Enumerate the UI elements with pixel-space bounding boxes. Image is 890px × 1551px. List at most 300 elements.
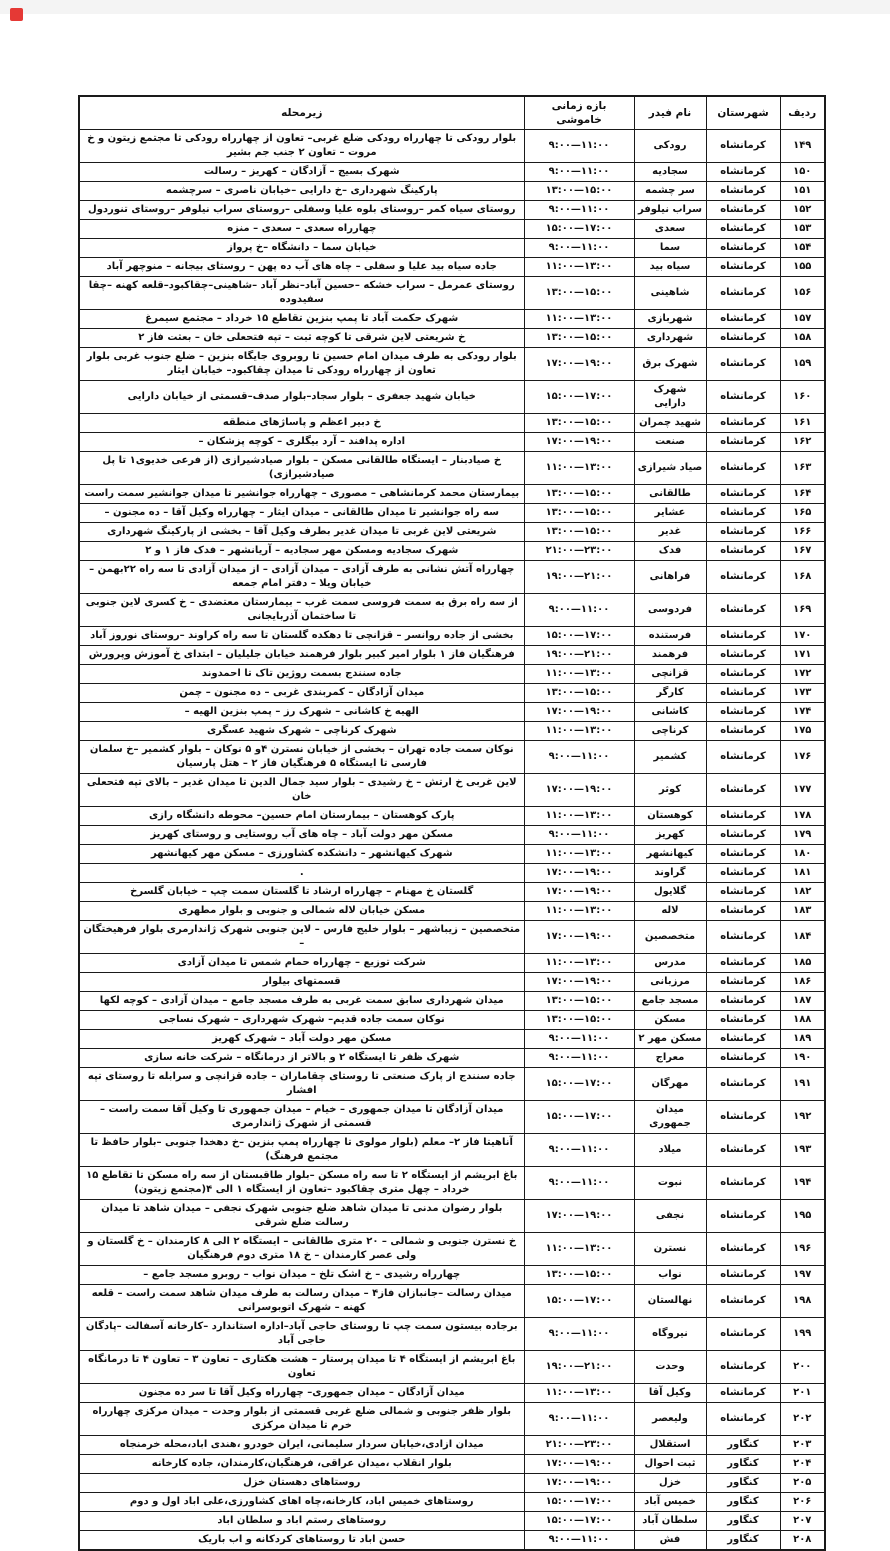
cell-feeder: سعدی xyxy=(634,220,706,239)
cell-time xyxy=(524,130,634,163)
cell-row: ۱۶۱ xyxy=(780,414,825,433)
cell-time xyxy=(524,665,634,684)
table-row xyxy=(79,310,825,329)
cell-area: اداره پدافند – آرد بیگلری – کوچه پزشکان – xyxy=(79,433,524,452)
cell-area: میدان آزادگان – کمربندی غربی – ده مجنون – چمن xyxy=(79,684,524,703)
table-row xyxy=(79,1266,825,1285)
cell-area: خ صیادبنار – ایستگاه طالقانی مسکن – بلوار صیادشیرازی (از فرعی خدیوی۱ تا پل صیادشیرازی) xyxy=(79,452,524,485)
cell-feeder: نجفی xyxy=(634,1200,706,1233)
cell-feeder: مرزبانی xyxy=(634,973,706,992)
outage-time-value: ۱۱:۰۰—۱۳:۰۰ xyxy=(545,957,613,968)
cell-area: چهارراه آتش نشانی به طرف آزادی – میدان آزادی – از میدان آزادی تا سه راه ۲۲بهمن – خیابان ویلا – دفتر امام جمعه xyxy=(79,561,524,594)
cell-row: ۲۰۵ xyxy=(780,1474,825,1493)
cell-time xyxy=(524,485,634,504)
table-row xyxy=(79,220,825,239)
cell-time xyxy=(524,239,634,258)
cell-county: کرمانشاه xyxy=(706,921,780,954)
cell-feeder: کوهستان xyxy=(634,807,706,826)
cell-time xyxy=(524,182,634,201)
cell-area: جاده سیاه بید علیا و سفلی – چاه های آب ده پهن – روستای بیجانه – منوچهر آباد xyxy=(79,258,524,277)
cell-feeder: خزل xyxy=(634,1474,706,1493)
cell-area: بلوار رودکی به طرف میدان امام حسین تا روبروی جایگاه بنزین – ضلع جنوب غربی بلوار تعاون از چهارراه رودکی تا میدان چقاکبود– خیابان ایثار xyxy=(79,348,524,381)
table-row xyxy=(79,542,825,561)
outage-time-value: ۹:۰۰—۱۱:۰۰ xyxy=(548,604,610,615)
cell-county: کرمانشاه xyxy=(706,665,780,684)
cell-area: نوکان سمت جاده تهران – بخشی از خیابان نسترن ۴و ۵ نوکان – بلوار کشمیر –خ سلمان فارسی تا ایستگاه ۵ فرهنگیان فاز ۲ – هتل پارسیان xyxy=(79,741,524,774)
cell-feeder: رودکی xyxy=(634,130,706,163)
cell-row: ۲۰۳ xyxy=(780,1436,825,1455)
cell-row: ۱۵۳ xyxy=(780,220,825,239)
cell-row: ۲۰۷ xyxy=(780,1512,825,1531)
cell-row: ۲۰۶ xyxy=(780,1493,825,1512)
outage-time-value: ۱۹:۰۰—۲۱:۰۰ xyxy=(545,649,613,660)
cell-time xyxy=(524,310,634,329)
table-row xyxy=(79,741,825,774)
cell-area: . xyxy=(79,864,524,883)
cell-time xyxy=(524,864,634,883)
table-row xyxy=(79,561,825,594)
table-row xyxy=(79,973,825,992)
cell-time xyxy=(524,1200,634,1233)
cell-area: روستای عمرمل – سراب خشکه –حسین آباد–نظر آباد –شاهینی–چقاکبود–قلعه کهنه –چقا سفیدوده xyxy=(79,277,524,310)
outage-time-value: ۱۷:۰۰—۱۹:۰۰ xyxy=(545,784,613,795)
cell-row: ۱۶۷ xyxy=(780,542,825,561)
table-row xyxy=(79,504,825,523)
cell-time xyxy=(524,722,634,741)
outage-time-value: ۱۷:۰۰—۱۹:۰۰ xyxy=(545,1477,613,1488)
cell-row: ۱۷۵ xyxy=(780,722,825,741)
cell-row: ۱۵۱ xyxy=(780,182,825,201)
cell-county: کرمانشاه xyxy=(706,452,780,485)
table-row xyxy=(79,163,825,182)
cell-area: خ شریعتی لاین شرقی تا کوچه ثبت – تپه فتحعلی خان – بعثت فاز ۲ xyxy=(79,329,524,348)
cell-time xyxy=(524,646,634,665)
red-marker-icon xyxy=(10,8,23,21)
cell-county: کرمانشاه xyxy=(706,703,780,722)
cell-county: کرمانشاه xyxy=(706,973,780,992)
cell-time xyxy=(524,504,634,523)
cell-county: کنگاور xyxy=(706,1531,780,1551)
cell-time xyxy=(524,163,634,182)
cell-county: کرمانشاه xyxy=(706,381,780,414)
cell-area: خ دبیر اعظم و پاساژهای منطقه xyxy=(79,414,524,433)
outage-time-value: ۹:۰۰—۱۱:۰۰ xyxy=(548,1328,610,1339)
table-row xyxy=(79,1101,825,1134)
cell-row: ۱۷۴ xyxy=(780,703,825,722)
cell-time xyxy=(524,1134,634,1167)
cell-feeder: قزانچی xyxy=(634,665,706,684)
cell-feeder: مهرگان xyxy=(634,1068,706,1101)
cell-time xyxy=(524,1030,634,1049)
cell-county: کرمانشاه xyxy=(706,1134,780,1167)
cell-area: شریعتی لاین غربی تا میدان غدیر بطرف وکیل آقا – بخشی از پارکینگ شهرداری xyxy=(79,523,524,542)
cell-time xyxy=(524,1474,634,1493)
cell-area: شهرک کیهانشهر – دانشکده کشاورزی – مسکن مهر کیهانشهر xyxy=(79,845,524,864)
cell-area: شهرک حکمت آباد تا پمپ بنزین تقاطع ۱۵ خرداد – مجتمع سیمرغ xyxy=(79,310,524,329)
outage-time-value: ۱۱:۰۰—۱۳:۰۰ xyxy=(545,462,613,473)
table-row xyxy=(79,239,825,258)
cell-feeder: فراهانی xyxy=(634,561,706,594)
cell-area: مسکن مهر دولت آباد – چاه های آب روستایی و روستای کهریز xyxy=(79,826,524,845)
table-row xyxy=(79,1493,825,1512)
cell-time xyxy=(524,826,634,845)
table-row xyxy=(79,1351,825,1384)
outage-time-value: ۱۱:۰۰—۱۳:۰۰ xyxy=(545,725,613,736)
cell-feeder: شهربازی xyxy=(634,310,706,329)
cell-area: نوکان سمت جاده قدیم– شهرک شهرداری – شهرک نساجی xyxy=(79,1011,524,1030)
cell-county: کرمانشاه xyxy=(706,722,780,741)
cell-time xyxy=(524,381,634,414)
cell-time xyxy=(524,1233,634,1266)
cell-area: بلوار ظفر جنوبی و شمالی ضلع غربی قسمتی از بلوار وحدت – میدان مرکزی چهارراه خرم تا میدان مرکزی xyxy=(79,1403,524,1436)
cell-feeder: مدرس xyxy=(634,954,706,973)
cell-county: کرمانشاه xyxy=(706,485,780,504)
cell-time xyxy=(524,452,634,485)
cell-county: کرمانشاه xyxy=(706,594,780,627)
cell-row: ۱۴۹ xyxy=(780,130,825,163)
cell-feeder: شهید چمران xyxy=(634,414,706,433)
cell-area: الهیه خ کاشانی – شهرک رز – پمپ بنزین الهیه – xyxy=(79,703,524,722)
outage-time-value: ۱۱:۰۰—۱۳:۰۰ xyxy=(545,313,613,324)
outage-time-value: ۱۳:۰۰—۱۵:۰۰ xyxy=(545,1014,613,1025)
cell-area: میدان آزادگان – میدان جمهوری– چهارراه وکیل آقا تا سر ده مجنون xyxy=(79,1384,524,1403)
table-row xyxy=(79,348,825,381)
cell-row: ۱۸۷ xyxy=(780,992,825,1011)
cell-area: روستاهای خمیس اباد، کارخانه،چاه اهای کشاورزی،علی اباد اول و دوم xyxy=(79,1493,524,1512)
cell-county: کرمانشاه xyxy=(706,1233,780,1266)
cell-time xyxy=(524,1403,634,1436)
cell-row: ۱۶۸ xyxy=(780,561,825,594)
table-row xyxy=(79,722,825,741)
cell-time xyxy=(524,1384,634,1403)
table-row xyxy=(79,883,825,902)
cell-time xyxy=(524,201,634,220)
table-row xyxy=(79,845,825,864)
cell-row: ۱۹۱ xyxy=(780,1068,825,1101)
outage-time-value: ۱۵:۰۰—۱۷:۰۰ xyxy=(545,630,613,641)
cell-time xyxy=(524,1266,634,1285)
table-row xyxy=(79,627,825,646)
outage-time-value: ۱۵:۰۰—۱۷:۰۰ xyxy=(545,223,613,234)
cell-county: کرمانشاه xyxy=(706,774,780,807)
table-row xyxy=(79,182,825,201)
cell-row: ۱۵۹ xyxy=(780,348,825,381)
table-row xyxy=(79,774,825,807)
cell-time xyxy=(524,627,634,646)
cell-area: حسن اباد تا روستاهای کردکانه و اب باریک xyxy=(79,1531,524,1551)
table-row xyxy=(79,992,825,1011)
cell-county: کرمانشاه xyxy=(706,1101,780,1134)
cell-feeder: فردوسی xyxy=(634,594,706,627)
cell-row: ۱۹۳ xyxy=(780,1134,825,1167)
cell-county: کرمانشاه xyxy=(706,542,780,561)
cell-time xyxy=(524,1512,634,1531)
cell-feeder: صیاد شیرازی xyxy=(634,452,706,485)
cell-county: کرمانشاه xyxy=(706,627,780,646)
cell-time xyxy=(524,774,634,807)
cell-area: باغ ابریشم از ایستگاه ۲ تا سه راه مسکن –بلوار طاقبستان از سه راه مسکن تا تقاطع ۱۵ خرداد – چهل متری چقاکبود –تعاون از ایستگاه ۱ الی ۴(مجتمع زیتون) xyxy=(79,1167,524,1200)
cell-feeder: لاله xyxy=(634,902,706,921)
header-row xyxy=(79,96,825,130)
cell-area: میدان ازادی،خیابان سردار سلیمانی، ایران خودرو ،هندی اباد،محله خرمنجاه xyxy=(79,1436,524,1455)
cell-area: جاده سنندج از پارک صنعتی تا روستای چقاماران – جاده قزانچی و سرابله تا روستای تپه افشار xyxy=(79,1068,524,1101)
cell-feeder: کرناچی xyxy=(634,722,706,741)
table-row xyxy=(79,1285,825,1318)
cell-county: کرمانشاه xyxy=(706,684,780,703)
cell-area: سه راه جوانشیر تا میدان طالقانی – میدان ایثار – چهارراه وکیل آقا – ده مجنون – xyxy=(79,504,524,523)
cell-county: کرمانشاه xyxy=(706,1403,780,1436)
cell-area: برجاده بیستون سمت چپ تا روستای حاجی آباد–اداره استاندارد –کارخانه آسفالت –پادگان حاجی آباد xyxy=(79,1318,524,1351)
cell-feeder: مسکن مهر ۲ xyxy=(634,1030,706,1049)
cell-row: ۱۷۳ xyxy=(780,684,825,703)
cell-row: ۱۸۱ xyxy=(780,864,825,883)
cell-feeder: فش xyxy=(634,1531,706,1551)
cell-area: آناهیتا فاز ۲– معلم (بلوار مولوی تا چهارراه پمپ بنزین –خ دهخدا جنوبی –بلوار حافظ تا مجتمع فرهنگ) xyxy=(79,1134,524,1167)
cell-feeder: معراج xyxy=(634,1049,706,1068)
cell-county: کرمانشاه xyxy=(706,1266,780,1285)
outage-time-value: ۱۳:۰۰—۱۵:۰۰ xyxy=(545,488,613,499)
cell-county: کرمانشاه xyxy=(706,1011,780,1030)
cell-time xyxy=(524,1351,634,1384)
outage-time-value: ۹:۰۰—۱۱:۰۰ xyxy=(548,204,610,215)
table-row xyxy=(79,452,825,485)
cell-area: مسکن خیابان لاله شمالی و جنوبی و بلوار مطهری xyxy=(79,902,524,921)
cell-county: کنگاور xyxy=(706,1493,780,1512)
cell-feeder: صنعت xyxy=(634,433,706,452)
cell-area: شرکت توزیع – چهارراه حمام شمس تا میدان آزادی xyxy=(79,954,524,973)
cell-feeder: نبوت xyxy=(634,1167,706,1200)
cell-feeder: سما xyxy=(634,239,706,258)
cell-county: کرمانشاه xyxy=(706,807,780,826)
cell-county: کرمانشاه xyxy=(706,433,780,452)
cell-feeder: سر چشمه xyxy=(634,182,706,201)
table-row xyxy=(79,201,825,220)
cell-feeder: فرستنده xyxy=(634,627,706,646)
cell-area: خ نسترن جنوبی و شمالی – ۲۰ متری طالقانی – ایستگاه ۲ الی ۸ کارمندان – خ گلستان و ولی عصر کارمندان – خ ۱۸ متری دوم فرهنگیان xyxy=(79,1233,524,1266)
cell-area: شهرک کرناچی – شهرک شهید عسگری xyxy=(79,722,524,741)
table-header xyxy=(79,96,825,130)
cell-feeder: متخصصین xyxy=(634,921,706,954)
cell-time xyxy=(524,954,634,973)
cell-county: کرمانشاه xyxy=(706,954,780,973)
cell-row: ۱۸۴ xyxy=(780,921,825,954)
cell-time xyxy=(524,1493,634,1512)
outage-time-value: ۱۹:۰۰—۲۱:۰۰ xyxy=(545,571,613,582)
cell-time xyxy=(524,845,634,864)
cell-area: روستای سیاه کمر –روستای بلوه علیا وسفلی –روستای سراب نیلوفر –روستای تنوردول xyxy=(79,201,524,220)
cell-county: کرمانشاه xyxy=(706,1049,780,1068)
cell-row: ۱۵۰ xyxy=(780,163,825,182)
column-header-sub-area: زیرمحله xyxy=(79,96,524,130)
cell-time xyxy=(524,277,634,310)
cell-area: شهرک بسیج – آزادگان – کهریز – رسالت xyxy=(79,163,524,182)
cell-row: ۱۷۷ xyxy=(780,774,825,807)
table-row xyxy=(79,684,825,703)
outage-time-value: ۱۷:۰۰—۱۹:۰۰ xyxy=(545,931,613,942)
cell-feeder: نهالستان xyxy=(634,1285,706,1318)
cell-county: کرمانشاه xyxy=(706,826,780,845)
cell-county: کنگاور xyxy=(706,1455,780,1474)
table-row xyxy=(79,1318,825,1351)
cell-time xyxy=(524,883,634,902)
cell-feeder: ولیعصر xyxy=(634,1403,706,1436)
cell-row: ۱۵۴ xyxy=(780,239,825,258)
cell-row: ۱۵۷ xyxy=(780,310,825,329)
cell-county: کرمانشاه xyxy=(706,1200,780,1233)
cell-feeder: کوثر xyxy=(634,774,706,807)
cell-county: کرمانشاه xyxy=(706,182,780,201)
cell-county: کرمانشاه xyxy=(706,1068,780,1101)
cell-county: کرمانشاه xyxy=(706,220,780,239)
cell-time xyxy=(524,684,634,703)
outage-time-value: ۱۳:۰۰—۱۵:۰۰ xyxy=(545,185,613,196)
cell-area: فرهنگیان فاز ۱ بلوار امیر کبیر بلوار فرهمند خیابان جلیلیان – ابتدای خ آموزش وپرورش xyxy=(79,646,524,665)
cell-row: ۱۷۰ xyxy=(780,627,825,646)
cell-feeder: کارگر xyxy=(634,684,706,703)
table-row xyxy=(79,1474,825,1493)
outage-time-value: ۱۳:۰۰—۱۵:۰۰ xyxy=(545,526,613,537)
cell-area: بیمارستان محمد کرمانشاهی – مصوری – چهارراه جوانشیر تا میدان جوانشیر سمت راست xyxy=(79,485,524,504)
table-row xyxy=(79,646,825,665)
table-row xyxy=(79,433,825,452)
cell-feeder: سجادیه xyxy=(634,163,706,182)
outage-time-value: ۹:۰۰—۱۱:۰۰ xyxy=(548,1534,610,1545)
outage-time-value: ۱۳:۰۰—۱۵:۰۰ xyxy=(545,995,613,1006)
cell-time xyxy=(524,921,634,954)
table-row xyxy=(79,1030,825,1049)
column-header-feeder: نام فیدر xyxy=(634,96,706,130)
cell-area: میدان آزادگان تا میدان جمهوری – خیام – میدان جمهوری تا وکیل آقا سمت راست –قسمتی از شهرک ژاندارمری xyxy=(79,1101,524,1134)
table-row xyxy=(79,1436,825,1455)
outage-time-value: ۱۳:۰۰—۱۵:۰۰ xyxy=(545,287,613,298)
table-row xyxy=(79,954,825,973)
cell-feeder: وکیل آقا xyxy=(634,1384,706,1403)
cell-area: روستاهای دهستان خزل xyxy=(79,1474,524,1493)
cell-row: ۱۷۶ xyxy=(780,741,825,774)
cell-feeder: سراب نیلوفر xyxy=(634,201,706,220)
cell-county: کنگاور xyxy=(706,1436,780,1455)
cell-time xyxy=(524,523,634,542)
cell-county: کنگاور xyxy=(706,1474,780,1493)
cell-time xyxy=(524,258,634,277)
cell-feeder: استقلال xyxy=(634,1436,706,1455)
outage-time-value: ۱۱:۰۰—۱۳:۰۰ xyxy=(545,261,613,272)
column-header-outage-time: بازه زمانی خاموشی xyxy=(524,96,634,130)
column-header-county: شهرستان xyxy=(706,96,780,130)
cell-row: ۱۶۴ xyxy=(780,485,825,504)
cell-row: ۱۶۳ xyxy=(780,452,825,485)
outage-time-value: ۱۷:۰۰—۱۹:۰۰ xyxy=(545,886,613,897)
cell-county: کرمانشاه xyxy=(706,741,780,774)
cell-county: کرمانشاه xyxy=(706,258,780,277)
cell-area: از سه راه برق به سمت فروسی سمت غرب – بیمارستان معتضدی – خ کسری لاین جنوبی تا ساختمان آذربایجانی xyxy=(79,594,524,627)
table-row xyxy=(79,902,825,921)
cell-feeder: میلاد xyxy=(634,1134,706,1167)
cell-feeder: میدان جمهوری xyxy=(634,1101,706,1134)
outage-time-value: ۱۵:۰۰—۱۷:۰۰ xyxy=(545,1295,613,1306)
outage-time-value: ۱۵:۰۰—۱۷:۰۰ xyxy=(545,1496,613,1507)
outage-time-value: ۱۱:۰۰—۱۳:۰۰ xyxy=(545,1387,613,1398)
cell-county: کرمانشاه xyxy=(706,130,780,163)
cell-feeder: سلطان آباد xyxy=(634,1512,706,1531)
outage-time-value: ۹:۰۰—۱۱:۰۰ xyxy=(548,1413,610,1424)
cell-county: کرمانشاه xyxy=(706,1030,780,1049)
cell-row: ۱۹۵ xyxy=(780,1200,825,1233)
table-row xyxy=(79,1011,825,1030)
table-row xyxy=(79,130,825,163)
cell-county: کرمانشاه xyxy=(706,1351,780,1384)
cell-area: خیابان سما – دانشگاه –خ پرواز xyxy=(79,239,524,258)
outage-time-value: ۹:۰۰—۱۱:۰۰ xyxy=(548,751,610,762)
table-row xyxy=(79,665,825,684)
cell-time xyxy=(524,807,634,826)
outage-time-value: ۹:۰۰—۱۱:۰۰ xyxy=(548,140,610,151)
cell-row: ۱۹۲ xyxy=(780,1101,825,1134)
cell-row: ۱۹۰ xyxy=(780,1049,825,1068)
cell-area: بلوار انقلاب ،میدان عراقی، فرهنگیان،کارمندان، جاده کارخانه xyxy=(79,1455,524,1474)
outage-time-value: ۹:۰۰—۱۱:۰۰ xyxy=(548,166,610,177)
cell-row: ۱۷۸ xyxy=(780,807,825,826)
cell-row: ۱۶۰ xyxy=(780,381,825,414)
cell-row: ۱۸۳ xyxy=(780,902,825,921)
table-row xyxy=(79,1068,825,1101)
cell-area: میدان رسالت –جانبازان فاز۴ – میدان رسالت به طرف میدان شاهد سمت راست – قلعه کهنه – شهرک اتوبوسرانی xyxy=(79,1285,524,1318)
cell-time xyxy=(524,1011,634,1030)
cell-feeder: گلایول xyxy=(634,883,706,902)
outage-time-value: ۱۵:۰۰—۱۷:۰۰ xyxy=(545,1078,613,1089)
cell-area: بلوار رودکی تا چهارراه رودکی ضلع غربی– تعاون از چهارراه رودکی تا مجتمع زیتون و خ مروت – تعاون ۲ جنب جم بشیر xyxy=(79,130,524,163)
table-row xyxy=(79,485,825,504)
cell-row: ۱۵۵ xyxy=(780,258,825,277)
cell-county: کرمانشاه xyxy=(706,561,780,594)
table-row xyxy=(79,1167,825,1200)
cell-row: ۱۹۹ xyxy=(780,1318,825,1351)
outage-table xyxy=(78,95,826,1551)
cell-time xyxy=(524,561,634,594)
cell-time xyxy=(524,741,634,774)
outage-time-value: ۱۱:۰۰—۱۳:۰۰ xyxy=(545,848,613,859)
cell-area: شهرک ظفر تا ایستگاه ۲ و بالاتر از درمانگاه – شرکت خانه سازی xyxy=(79,1049,524,1068)
cell-row: ۱۸۶ xyxy=(780,973,825,992)
cell-county: کرمانشاه xyxy=(706,277,780,310)
table-row xyxy=(79,381,825,414)
outage-time-value: ۱۱:۰۰—۱۳:۰۰ xyxy=(545,905,613,916)
cell-row: ۱۵۲ xyxy=(780,201,825,220)
outage-time-value: ۱۷:۰۰—۱۹:۰۰ xyxy=(545,358,613,369)
outage-time-value: ۱۱:۰۰—۱۳:۰۰ xyxy=(545,1243,613,1254)
outage-time-value: ۱۳:۰۰—۱۵:۰۰ xyxy=(545,507,613,518)
cell-time xyxy=(524,329,634,348)
cell-county: کرمانشاه xyxy=(706,902,780,921)
outage-time-value: ۹:۰۰—۱۱:۰۰ xyxy=(548,1052,610,1063)
table-row xyxy=(79,807,825,826)
cell-feeder: گراوند xyxy=(634,864,706,883)
cell-county: کنگاور xyxy=(706,1512,780,1531)
table-row xyxy=(79,864,825,883)
cell-time xyxy=(524,1049,634,1068)
cell-area: چهارراه رشیدی – خ اشک تلخ – میدان نواب – روبرو مسجد جامع – xyxy=(79,1266,524,1285)
cell-area: بلوار رضوان مدنی تا میدان شاهد ضلع جنوبی شهرک نجفی – میدان شاهد تا میدان رسالت ضلع شرقی xyxy=(79,1200,524,1233)
cell-area: متخصصین – زیباشهر – بلوار خلیج فارس – لاین جنوبی شهرک ژاندارمری بلوار فرهیختگان – xyxy=(79,921,524,954)
cell-county: کرمانشاه xyxy=(706,163,780,182)
cell-feeder: کاشانی xyxy=(634,703,706,722)
cell-feeder: نسترن xyxy=(634,1233,706,1266)
cell-time xyxy=(524,594,634,627)
cell-time xyxy=(524,1068,634,1101)
table-row xyxy=(79,1049,825,1068)
outage-time-value: ۱۱:۰۰—۱۳:۰۰ xyxy=(545,810,613,821)
cell-county: کرمانشاه xyxy=(706,883,780,902)
